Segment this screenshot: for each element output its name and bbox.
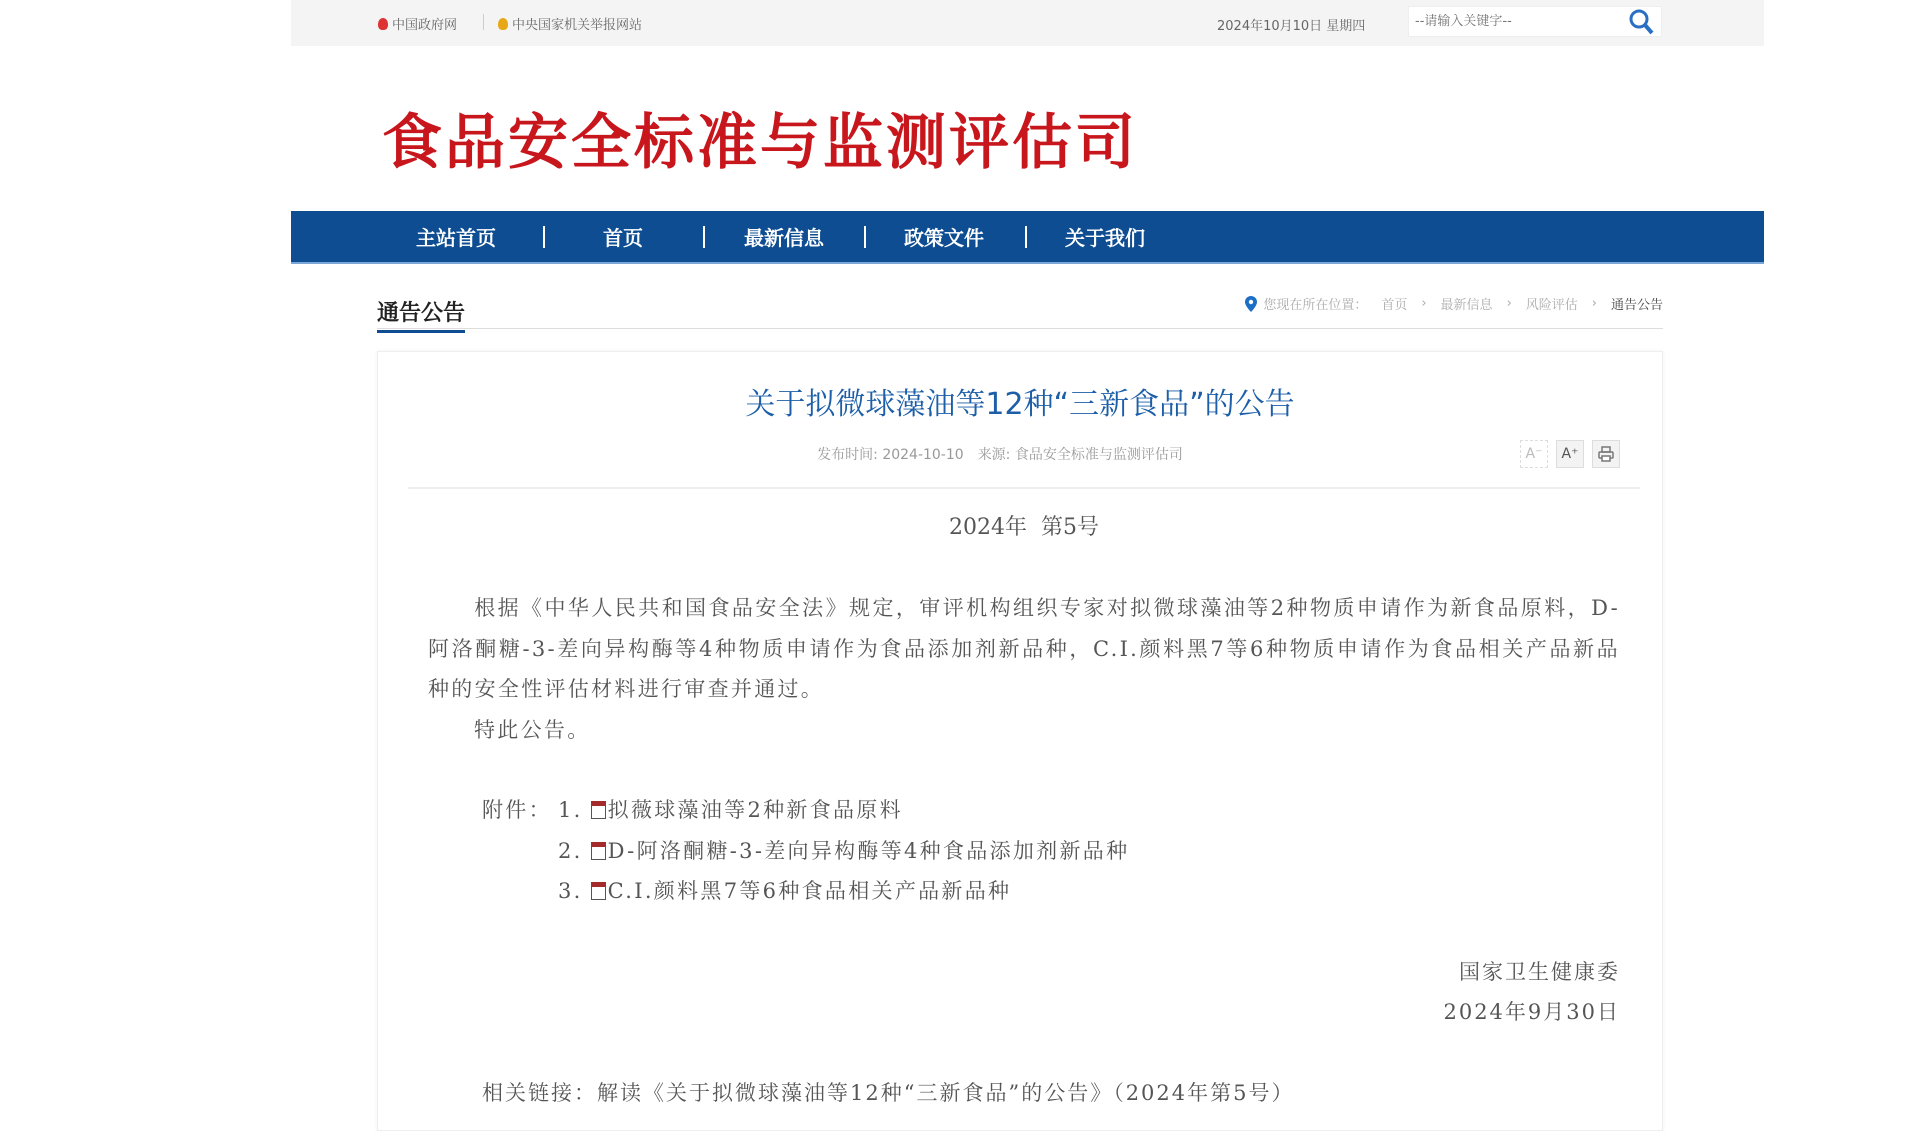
chevron-right-icon: › xyxy=(1591,296,1597,311)
breadcrumb-current[interactable]: 通告公告 xyxy=(1610,298,1663,313)
attachment-item xyxy=(482,871,1620,912)
link-label: 中央国家机关举报网站 xyxy=(512,18,643,33)
sign-date: 2024年9月30日 xyxy=(1443,1000,1620,1024)
attachment-indent xyxy=(482,831,558,872)
time-label: 发布时间: xyxy=(817,447,878,463)
section-title: 通告公告 xyxy=(377,296,465,333)
closing: 特此公告。 xyxy=(474,717,591,742)
article-paragraph: 根据《中华人民共和国食品安全法》规定，审评机构组织专家对拟微球藻油等2种物质申请作为新食品原料，D-阿洛酮糖-3-差向异构酶等4种物质申请作为食品添加剂新品种，C.I.颜料黑7等6种物质申请作为食品相关产品新品种的安全性评估材料进行审查并通过。 xyxy=(428,596,1620,701)
nav-divider xyxy=(543,226,545,248)
font-decrease-button[interactable]: A⁻ xyxy=(1520,440,1548,468)
article-meta xyxy=(378,444,1662,464)
attachment-label: C.I.颜料黑7等6种食品相关产品新品种 xyxy=(607,879,1012,903)
national-emblem-icon xyxy=(378,18,388,30)
attachment-item xyxy=(482,790,1620,831)
chevron-right-icon: › xyxy=(1421,296,1427,311)
source: 来源: 食品安全标准与监测评估司 xyxy=(977,447,1183,463)
breadcrumb-prefix: 您现在所在位置： xyxy=(1263,298,1368,313)
article-title: 关于拟微球藻油等12种“三新食品”的公告 xyxy=(745,387,1295,422)
attachment-indent xyxy=(482,871,558,912)
nav-divider xyxy=(1025,226,1027,248)
divider xyxy=(377,328,1663,329)
article-card xyxy=(377,351,1663,1131)
nav-policy[interactable]: 政策文件 xyxy=(904,226,984,250)
attachment-link[interactable] xyxy=(591,790,903,831)
search-box xyxy=(1408,6,1662,37)
attachments-label: 附件： xyxy=(482,798,552,822)
search-icon[interactable] xyxy=(1627,8,1655,36)
attachment-label: D-阿洛酮糖-3-差向异构酶等4种食品添加剂新品种 xyxy=(607,838,1130,863)
attachment-number: 3. xyxy=(558,879,583,903)
announcement-number: 2024年 第5号 xyxy=(949,515,1099,540)
print-icon xyxy=(1598,446,1614,462)
search-input[interactable] xyxy=(1409,14,1619,29)
signature-block xyxy=(428,952,1620,1033)
nav-divider xyxy=(703,226,705,248)
nav-about[interactable]: 关于我们 xyxy=(1065,226,1145,250)
top-bar xyxy=(291,0,1764,46)
pdf-icon xyxy=(591,882,606,900)
attachment-link[interactable] xyxy=(591,871,1012,912)
nav-latest[interactable]: 最新信息 xyxy=(744,226,824,250)
breadcrumb-risk[interactable]: 风险评估 xyxy=(1525,298,1578,313)
nav-divider xyxy=(864,226,866,248)
attachment-number: 2. xyxy=(558,838,583,863)
print-button[interactable] xyxy=(1592,440,1620,468)
divider xyxy=(483,14,484,30)
link-label: 中国政府网 xyxy=(392,18,458,33)
attachment-label: 拟薇球藻油等2种新食品原料 xyxy=(607,798,903,822)
breadcrumb-latest[interactable]: 最新信息 xyxy=(1440,298,1493,313)
pdf-icon xyxy=(591,842,606,860)
attachment-number: 1. xyxy=(558,798,583,822)
current-date: 2024年10月10日 星期四 xyxy=(1217,19,1366,34)
signer: 国家卫生健康委 xyxy=(1459,959,1620,984)
publish-time: 2024-10-10 xyxy=(882,447,964,463)
attachments xyxy=(428,790,1620,912)
article-tools xyxy=(1520,440,1620,468)
gov-site-link[interactable] xyxy=(378,14,457,33)
article-body xyxy=(428,512,1620,1113)
main-nav xyxy=(291,211,1764,264)
report-site-link[interactable] xyxy=(498,14,642,33)
breadcrumb xyxy=(1245,294,1663,313)
site-logo[interactable]: 食品安全标准与监测评估司 xyxy=(382,108,1138,178)
pdf-icon xyxy=(591,801,606,819)
location-pin-icon xyxy=(1245,296,1257,312)
related-link[interactable]: 解读《关于拟微球藻油等12种“三新食品”的公告》（2024年第5号） xyxy=(597,1080,1295,1105)
attachment-link[interactable] xyxy=(591,831,1130,872)
breadcrumb-home[interactable]: 首页 xyxy=(1381,298,1408,313)
font-increase-button[interactable]: A⁺ xyxy=(1556,440,1584,468)
chevron-right-icon: › xyxy=(1506,296,1512,311)
divider xyxy=(408,487,1640,489)
nav-home[interactable]: 首页 xyxy=(603,226,643,250)
related-links xyxy=(428,1073,1620,1114)
page xyxy=(291,0,1764,1120)
nav-main-site[interactable]: 主站首页 xyxy=(416,226,496,250)
attachment-item xyxy=(482,831,1620,872)
report-icon xyxy=(498,18,508,30)
related-label: 相关链接： xyxy=(482,1080,597,1105)
